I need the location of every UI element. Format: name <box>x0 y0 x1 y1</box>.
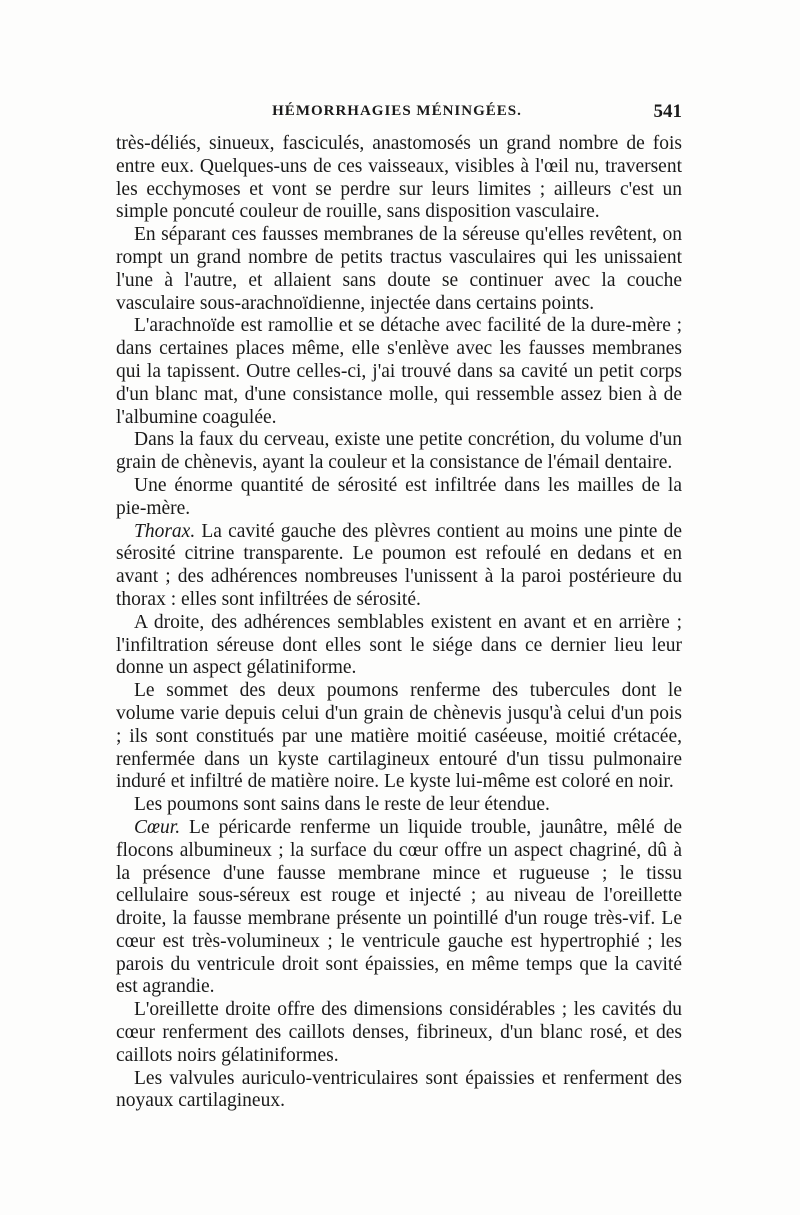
page-header <box>112 103 682 127</box>
paragraph <box>116 680 682 794</box>
paragraph-thorax <box>116 521 682 612</box>
paragraph-text: Le péricarde renferme un liquide trouble, jaunâtre, mêlé de flocons albumineux ; la surface du cœur offre un aspect chagriné, dû à la présence d'une fausse membrane mince et rugueuse ; le tissu cellulaire sous-séreux est rouge et injecté ; au niveau de l'oreillette droite, la fausse membrane présente un pointillé d'un rouge très-vif. Le cœur est très-volumineux ; le ventricule gauche est hypertrophié ; les parois du ventricule droit sont épaissies, en même temps que la cavité est agrandie. <box>116 816 682 998</box>
paragraph <box>116 1068 682 1114</box>
paragraph <box>116 475 682 521</box>
paragraph <box>116 612 682 680</box>
paragraph-text: En séparant ces fausses membranes de la séreuse qu'elles revêtent, on rompt un grand nombre de petits tractus vasculaires qui les unissaient l'une à l'autre, et allaient sans doute se continuer avec la couche vasculaire sous-arachnoïdienne, injectée dans certains points. <box>116 224 682 314</box>
paragraph-text: Les valvules auriculo-ventriculaires sont épaissies et renferment des noyaux cartilagineux. <box>116 1067 682 1112</box>
section-lead-coeur: Cœur. <box>134 816 181 838</box>
paragraph <box>116 429 682 475</box>
page-number: 541 <box>653 101 682 122</box>
paragraph-text: très-déliés, sinueux, fasciculés, anastomosés un grand nombre de fois entre eux. Quelques-uns de ces vaisseaux, visibles à l'œil nu, traversent les ecchymoses et vont se perdre sur leurs limites ; ailleurs c'est un simple poncuté couleur de rouille, sans disposition vasculaire. <box>116 133 682 223</box>
paragraph <box>116 133 682 224</box>
body-text <box>116 133 682 1113</box>
paragraph-text: La cavité gauche des plèvres contient au moins une pinte de sérosité citrine transparente. Le poumon est refoulé en dedans et en avant ; des adhérences nombreuses l'unissent à la paroi postérieure du thorax : elles sont infiltrées de sérosité. <box>116 520 682 610</box>
paragraph-coeur <box>116 817 682 999</box>
paragraph-text: A droite, des adhérences semblables existent en avant et en arrière ; l'infiltration séreuse dont elles sont le siége dans ce dernier lieu leur donne un aspect gélatiniforme. <box>116 611 682 679</box>
paragraph <box>116 794 682 817</box>
paragraph <box>116 224 682 315</box>
paragraph-text: Une énorme quantité de sérosité est infiltrée dans les mailles de la pie-mère. <box>116 474 682 519</box>
paragraph <box>116 315 682 429</box>
running-title: HÉMORRHAGIES MÉNINGÉES. <box>272 103 522 119</box>
paragraph-text: Les poumons sont sains dans le reste de leur étendue. <box>134 794 550 816</box>
paragraph-text: L'arachnoïde est ramollie et se détache avec facilité de la dure-mère ; dans certaines places même, elle s'enlève avec les fausses membranes qui la tapissent. Outre celles-ci, j'ai trouvé dans sa cavité un petit corps d'un blanc mat, d'une consistance molle, qui ressemble assez bien à de l'albumine coagulée. <box>116 315 682 428</box>
paragraph-text: L'oreillette droite offre des dimensions considérables ; les cavités du cœur renferment des caillots denses, fibrineux, d'un blanc rosé, et des caillots noirs gélatiniformes. <box>116 999 682 1066</box>
section-lead-thorax: Thorax. <box>134 520 196 542</box>
paragraph <box>116 999 682 1067</box>
paragraph-text: Dans la faux du cerveau, existe une petite concrétion, du volume d'un grain de chènevis, ayant la couleur et la consistance de l'émail dentaire. <box>116 429 682 474</box>
paragraph-text: Le sommet des deux poumons renferme des tubercules dont le volume varie depuis celui d'un grain de chènevis jusqu'à celui d'un pois ; ils sont constitués par une matière moitié caséeuse, moitié crétacée, renfermée dans un kyste cartilagineux entouré d'un tissu pulmonaire induré et infiltré de matière noire. Le kyste lui-même est coloré en noir. <box>116 680 682 793</box>
